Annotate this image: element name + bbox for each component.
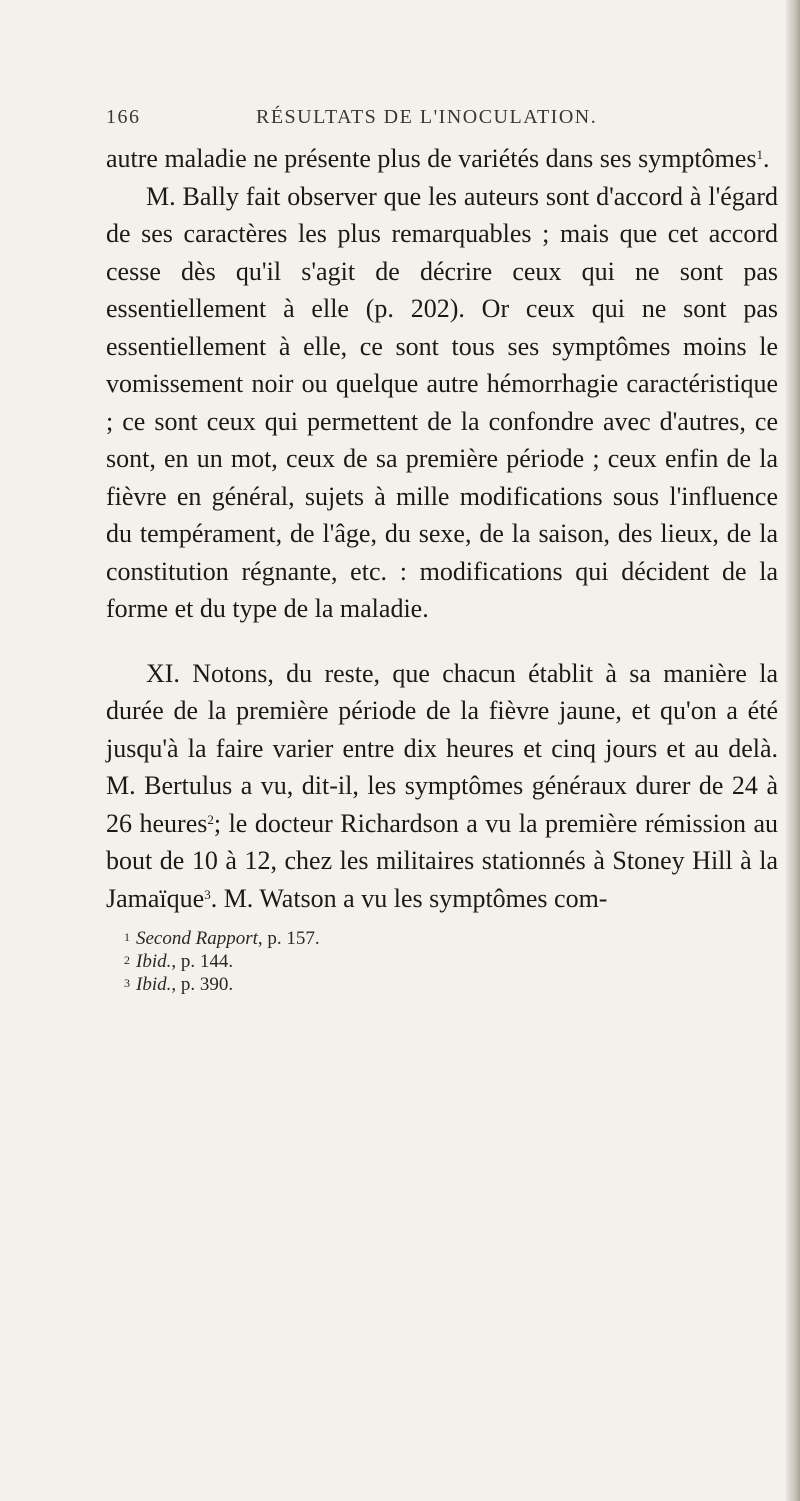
paragraph-xi-part-2: ; le docteur Richardson a vu la première rémission au bout de 10 à 12, chez les militaires stationnés à Stoney Hill à la Jamaïque (106, 808, 778, 913)
body-text (106, 140, 778, 917)
paragraph-xi-part-3: . M. Watson a vu les symptômes com- (210, 883, 608, 913)
footnote-source: Ibid. (136, 974, 172, 995)
footnote-ref-2: 2 (207, 811, 214, 827)
footnote-3 (124, 973, 778, 996)
footnote-page: , p. 144. (171, 951, 234, 972)
page-edge-shadow (786, 0, 800, 1501)
running-head (106, 106, 778, 136)
footnote-1 (124, 927, 778, 950)
footnote-page: , p. 390. (171, 974, 234, 995)
footnotes (106, 927, 778, 996)
footnote-source: Ibid. (136, 951, 172, 972)
footnote-page: , p. 157. (257, 928, 320, 949)
paragraph-bally: M. Bally fait observer que les auteurs sont d'accord à l'égard de ses caractères les plus remarquables ; mais que cet accord cesse dès qu'il s'agit de décrire ceux qui ne sont pas essentiellement à elle (p. 202). Or ceux qui ne sont pas essentiellement à elle, ce sont tous ses symptômes moins le vomissement noir ou quelque autre hémorrhagie caractéristique ; ce sont ceux qui permettent de la confondre avec d'autres, ce sont, en un mot, ceux de sa première période ; ceux enfin de la fièvre en général, sujets à mille modifications sous l'influence du tempérament, de l'âge, du sexe, de la saison, des lieux, de la constitution régnante, etc. : modifications qui décident de la forme et du type de la maladie. (106, 181, 778, 623)
page-number: 166 (106, 106, 141, 128)
footnote-ref-3: 3 (204, 886, 211, 902)
book-page (106, 106, 778, 996)
footnote-number: 1 (124, 930, 130, 944)
paragraph-1-text: autre maladie ne présente plus de variétés dans ses symptômes (106, 144, 757, 173)
paragraph-continuation (106, 140, 778, 178)
paragraph-1-end: . (763, 144, 770, 173)
paragraph-xi-part-1: XI. Notons, du reste, que chacun établit à sa manière la durée de la première période de la fièvre jaune, et qu'on a été jusqu'à la faire varier entre dix heures et cinq jours et au delà. M. Bertulus a vu, dit-il, les symptômes généraux durer de 24 à 26 heures (106, 658, 778, 838)
footnote-ref-1: 1 (756, 147, 764, 162)
paragraph-section-xi (106, 655, 778, 918)
footnote-number: 3 (124, 976, 130, 990)
running-head-title: RÉSULTATS DE L'INOCULATION. (256, 106, 598, 128)
footnote-number: 2 (124, 953, 130, 967)
footnote-source: Second Rapport (136, 928, 258, 949)
footnote-2 (124, 950, 778, 973)
